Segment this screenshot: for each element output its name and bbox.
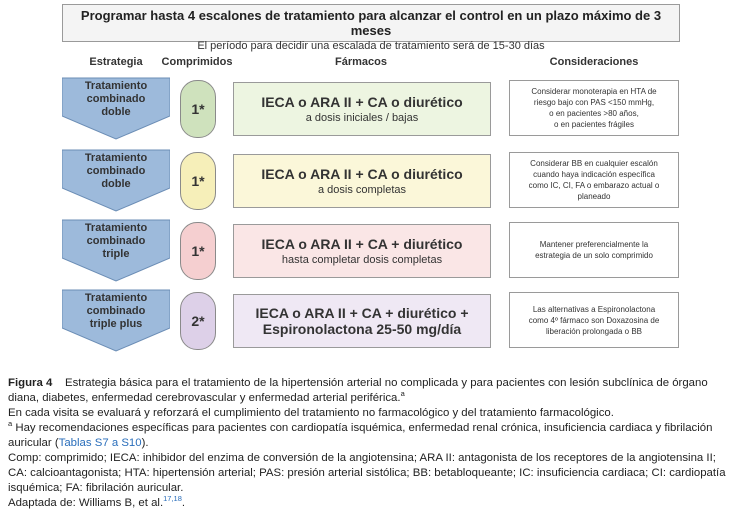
strategy-label: Tratamiento combinado doble <box>84 152 148 190</box>
figure-caption <box>8 376 728 511</box>
drug-box <box>233 82 491 136</box>
strategy-arrow <box>62 76 170 140</box>
strategy-label: Tratamiento combinado triple <box>84 222 148 260</box>
considerations-box: Considerar BB en cualquier escalón cuando haya indicación específica como IC, CI, FA o embarazo actual o planeado <box>509 152 679 208</box>
considerations-box: Considerar monoterapia en HTA de riesgo bajo con PAS <150 mmHg, o en pacientes >80 años, o en pacientes frágiles <box>509 80 679 136</box>
column-header-comprimidos: Comprimidos <box>161 56 233 68</box>
drug-sub: a dosis iniciales / bajas <box>305 112 419 124</box>
drug-sub: hasta completar dosis completas <box>281 254 443 266</box>
drug-sub: Espironolactona 25-50 mg/día <box>262 321 462 337</box>
caption-footnote-marker: a <box>400 389 405 399</box>
considerations-box: Las alternativas a Espironolactona como 4º fármaco son Doxazosina de liberación prolongada o BB <box>509 292 679 348</box>
strategy-label: Tratamiento combinado doble <box>84 80 148 118</box>
header-title: Programar hasta 4 escalones de tratamiento para alcanzar el control en un plazo máximo de 3 meses <box>80 8 662 38</box>
header-box <box>62 4 680 52</box>
caption-label: Figura 4 <box>8 377 53 389</box>
drug-box <box>233 224 491 278</box>
column-header-farmacos: Fármacos <box>335 56 387 68</box>
drug-main: IECA o ARA II + CA + diurético + <box>255 305 469 321</box>
strategy-arrow <box>62 288 170 352</box>
caption-line3: $^a$ Hay recomendaciones específicas para pacientes con cardiopatía isquémica, enfermedad renal crónica, insuficiencia cardiaca y fibrilación auricular (Tablas S7 a S10). <box>8 419 713 449</box>
caption-text: Estrategia básica para el tratamiento de la hipertensión arterial no complicada y para pacientes con lesión subclínica de órgano diana, diabetes, enfermedad cerebrovascular y enfermedad arterial periférica. <box>8 377 708 404</box>
pill-count: 1* <box>180 80 216 138</box>
strategy-arrow <box>62 148 170 212</box>
strategy-row <box>0 148 734 214</box>
header-subtitle: El período para decidir una escalada de tratamiento será de 15-30 días <box>197 40 545 52</box>
strategy-arrow <box>62 218 170 282</box>
column-header-consideraciones: Consideraciones <box>549 56 639 68</box>
reference-link[interactable]: 17,18 <box>163 494 182 504</box>
tables-link[interactable]: Tablas S7 a S10 <box>58 437 142 449</box>
drug-main: IECA o ARA II + CA o diurético <box>261 166 463 182</box>
strategy-row <box>0 288 734 354</box>
column-header-estrategia: Estrategia <box>89 56 143 68</box>
caption-main <box>8 376 728 406</box>
drug-main: IECA o ARA II + CA + diurético <box>261 236 463 252</box>
strategy-label: Tratamiento combinado triple plus <box>84 292 148 330</box>
strategy-row <box>0 218 734 284</box>
drug-box <box>233 154 491 208</box>
caption-line2: En cada visita se evaluará y reforzará el cumplimiento del tratamiento no farmacológico y del tratamiento farmacológico. <box>8 407 614 419</box>
drug-sub: a dosis completas <box>317 184 407 196</box>
caption-adapted: Adaptada de: Williams B, et al.$^{17,18}$. <box>8 494 186 509</box>
drug-box <box>233 294 491 348</box>
pill-count: 1* <box>180 222 216 280</box>
pill-count: 2* <box>180 292 216 350</box>
strategy-row <box>0 76 734 142</box>
pill-count: 1* <box>180 152 216 210</box>
caption-abbreviations: Comp: comprimido; IECA: inhibidor del enzima de conversión de la angiotensina; ARA II: antagonista de los receptores de la angiotensina II; CA: calcioantagonista; HTA: hipertensión arterial; PAS: presión arterial sistólica; BB: betabloqueante; IC: insuficiencia cardiaca; CI: cardiopatía isquémica; FA: fibrilación auricular. <box>8 452 726 494</box>
considerations-box: Mantener preferencialmente la estrategia de un solo comprimido <box>509 222 679 278</box>
drug-main: IECA o ARA II + CA o diurético <box>261 94 463 110</box>
footnote-marker: a <box>8 419 13 429</box>
